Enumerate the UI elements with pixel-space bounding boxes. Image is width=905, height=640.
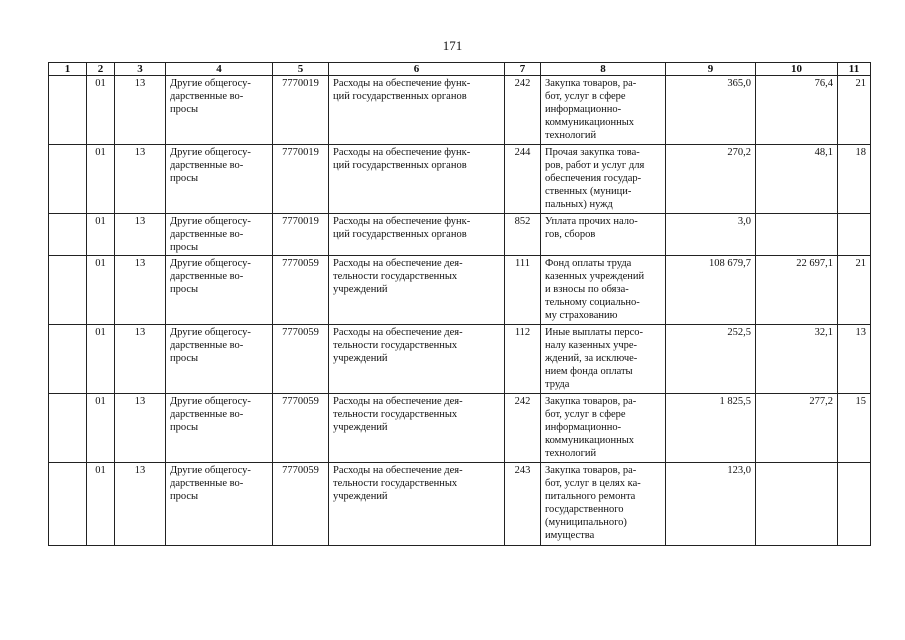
- executed-amount: [756, 76, 838, 145]
- execution-percent-text: 15: [855, 396, 866, 407]
- table-row: [49, 394, 871, 463]
- section-code: [87, 214, 115, 256]
- subsection-name-text: Другие общегосу- дарственные во- просы: [170, 78, 251, 115]
- subsection-code: [115, 214, 166, 256]
- plan-amount: [666, 256, 756, 325]
- table-body: [49, 76, 871, 546]
- section-code: [87, 463, 115, 546]
- executed-amount-text: 277,2: [809, 396, 833, 407]
- expense-type-code-text: 242: [514, 78, 531, 89]
- executed-amount-text: 32,1: [814, 327, 833, 338]
- target-article-name-text: Расходы на обеспечение функ- ций государственных органов: [333, 78, 471, 102]
- target-article: [273, 214, 329, 256]
- execution-percent: [838, 463, 871, 546]
- target-article: [273, 256, 329, 325]
- expense-type-name: [541, 463, 666, 546]
- expense-type-code: [505, 214, 541, 256]
- target-article-text: 7770059: [282, 258, 319, 269]
- column-header-11: 11: [838, 63, 871, 76]
- expense-type-name-text: Прочая закупка това- ров, работ и услуг для обеспечения государ- ственных (муници- пальных) нужд: [545, 147, 645, 210]
- subsection-code: [115, 463, 166, 546]
- subsection-code-text: 13: [134, 216, 146, 227]
- target-article-name-text: Расходы на обеспечение дея- тельности государственных учреждений: [333, 396, 463, 433]
- section-code-text: 01: [95, 258, 106, 269]
- expense-type-name-text: Закупка товаров, ра- бот, услуг в сфере информационно- коммуникационных технологий: [545, 396, 637, 459]
- subsection-name: [166, 463, 273, 546]
- target-article-name-text: Расходы на обеспечение дея- тельности государственных учреждений: [333, 258, 463, 295]
- column-header-1: 1: [49, 63, 87, 76]
- target-article-name: [329, 76, 505, 145]
- target-article-name-text: Расходы на обеспечение функ- ций государственных органов: [333, 216, 471, 240]
- section-code: [87, 394, 115, 463]
- target-article-name: [329, 145, 505, 214]
- cell-col1: [49, 145, 87, 214]
- executed-amount-text: 22 697,1: [796, 258, 833, 269]
- column-header-5: 5: [273, 63, 329, 76]
- section-code-text: 01: [95, 216, 106, 227]
- execution-percent-text: 21: [855, 258, 866, 269]
- execution-percent-text: 13: [855, 327, 866, 338]
- expense-type-code-text: 852: [514, 216, 531, 227]
- subsection-name: [166, 145, 273, 214]
- subsection-code-text: 13: [134, 327, 146, 338]
- plan-amount: [666, 325, 756, 394]
- expense-type-code-text: 111: [515, 258, 530, 269]
- section-code-text: 01: [95, 147, 106, 158]
- target-article-text: 7770059: [282, 465, 319, 476]
- section-code-text: 01: [95, 396, 106, 407]
- target-article-name-text: Расходы на обеспечение функ- ций государственных органов: [333, 147, 471, 171]
- plan-amount-text: 270,2: [727, 147, 751, 158]
- plan-amount-text: 108 679,7: [709, 258, 751, 269]
- subsection-name-text: Другие общегосу- дарственные во- просы: [170, 396, 251, 433]
- expense-type-code-text: 243: [514, 465, 531, 476]
- target-article: [273, 325, 329, 394]
- target-article: [273, 145, 329, 214]
- plan-amount: [666, 145, 756, 214]
- section-code: [87, 76, 115, 145]
- plan-amount: [666, 214, 756, 256]
- executed-amount: [756, 325, 838, 394]
- executed-amount-text: 48,1: [814, 147, 833, 158]
- subsection-code-text: 13: [134, 147, 146, 158]
- execution-percent: [838, 394, 871, 463]
- expense-type-code: [505, 76, 541, 145]
- executed-amount-text: 76,4: [814, 78, 833, 89]
- target-article-text: 7770059: [282, 396, 319, 407]
- subsection-code-text: 13: [134, 258, 146, 269]
- execution-percent: [838, 76, 871, 145]
- subsection-code: [115, 76, 166, 145]
- executed-amount: [756, 214, 838, 256]
- target-article-name-text: Расходы на обеспечение дея- тельности государственных учреждений: [333, 327, 463, 364]
- plan-amount-text: 365,0: [727, 78, 751, 89]
- expense-type-code: [505, 145, 541, 214]
- subsection-name-text: Другие общегосу- дарственные во- просы: [170, 327, 251, 364]
- column-header-8: 8: [541, 63, 666, 76]
- subsection-code-text: 13: [134, 465, 146, 476]
- subsection-name-text: Другие общегосу- дарственные во- просы: [170, 258, 251, 295]
- section-code: [87, 145, 115, 214]
- plan-amount: [666, 463, 756, 546]
- execution-percent: [838, 325, 871, 394]
- column-header-6: 6: [329, 63, 505, 76]
- column-header-4: 4: [166, 63, 273, 76]
- target-article-text: 7770019: [282, 147, 319, 158]
- execution-percent-text: 21: [855, 78, 866, 89]
- expense-type-code-text: 244: [514, 147, 531, 158]
- expense-type-name: [541, 256, 666, 325]
- expense-type-name-text: Закупка товаров, ра- бот, услуг в сфере информационно- коммуникационных технологий: [545, 78, 637, 141]
- plan-amount-text: 123,0: [727, 465, 751, 476]
- table-row: [49, 145, 871, 214]
- subsection-name: [166, 325, 273, 394]
- target-article: [273, 463, 329, 546]
- subsection-code: [115, 256, 166, 325]
- plan-amount-text: 3,0: [737, 216, 751, 227]
- execution-percent: [838, 145, 871, 214]
- section-code-text: 01: [95, 465, 106, 476]
- expense-type-code-text: 242: [514, 396, 531, 407]
- cell-col1: [49, 394, 87, 463]
- section-code: [87, 325, 115, 394]
- expense-type-code-text: 112: [514, 327, 531, 338]
- section-code-text: 01: [95, 327, 106, 338]
- cell-col1: [49, 256, 87, 325]
- header-row: [49, 63, 871, 76]
- target-article: [273, 76, 329, 145]
- subsection-code: [115, 394, 166, 463]
- executed-amount: [756, 145, 838, 214]
- cell-col1: [49, 214, 87, 256]
- plan-amount: [666, 394, 756, 463]
- subsection-name: [166, 394, 273, 463]
- subsection-name: [166, 256, 273, 325]
- target-article: [273, 394, 329, 463]
- expense-type-name: [541, 394, 666, 463]
- cell-col1: [49, 463, 87, 546]
- executed-amount: [756, 463, 838, 546]
- target-article-name: [329, 214, 505, 256]
- subsection-name-text: Другие общегосу- дарственные во- просы: [170, 465, 251, 502]
- table-row: [49, 214, 871, 256]
- cell-col1: [49, 76, 87, 145]
- target-article-text: 7770059: [282, 327, 319, 338]
- column-header-2: 2: [87, 63, 115, 76]
- expense-type-name-text: Уплата прочих нало- гов, сборов: [545, 216, 638, 240]
- budget-table: [48, 62, 871, 546]
- target-article-name: [329, 325, 505, 394]
- expense-type-name: [541, 214, 666, 256]
- expense-type-name: [541, 325, 666, 394]
- expense-type-name: [541, 76, 666, 145]
- plan-amount-text: 252,5: [727, 327, 751, 338]
- column-header-7: 7: [505, 63, 541, 76]
- subsection-name-text: Другие общегосу- дарственные во- просы: [170, 216, 251, 253]
- column-header-3: 3: [115, 63, 166, 76]
- column-header-10: 10: [756, 63, 838, 76]
- expense-type-code: [505, 394, 541, 463]
- page-number: 171: [442, 38, 463, 53]
- plan-amount-text: 1 825,5: [719, 396, 751, 407]
- subsection-name: [166, 76, 273, 145]
- table-row: [49, 256, 871, 325]
- target-article-name: [329, 256, 505, 325]
- execution-percent: [838, 256, 871, 325]
- target-article-text: 7770019: [282, 78, 319, 89]
- expense-type-code: [505, 463, 541, 546]
- plan-amount: [666, 76, 756, 145]
- subsection-name-text: Другие общегосу- дарственные во- просы: [170, 147, 251, 184]
- execution-percent: [838, 214, 871, 256]
- target-article-name: [329, 463, 505, 546]
- section-code-text: 01: [95, 78, 106, 89]
- expense-type-code: [505, 256, 541, 325]
- subsection-code-text: 13: [134, 78, 146, 89]
- table-row: [49, 325, 871, 394]
- subsection-name: [166, 214, 273, 256]
- table-row: [49, 76, 871, 145]
- subsection-code: [115, 145, 166, 214]
- table-row: [49, 463, 871, 546]
- expense-type-name: [541, 145, 666, 214]
- target-article-text: 7770019: [282, 216, 319, 227]
- executed-amount: [756, 256, 838, 325]
- expense-type-code: [505, 325, 541, 394]
- subsection-code: [115, 325, 166, 394]
- expense-type-name-text: Иные выплаты персо- налу казенных учре- ждений, за исключе- нием фонда оплаты труда: [545, 327, 644, 390]
- target-article-name: [329, 394, 505, 463]
- target-article-name-text: Расходы на обеспечение дея- тельности государственных учреждений: [333, 465, 463, 502]
- expense-type-name-text: Фонд оплаты труда казенных учреждений и взносы по обяза- тельному социально- му страхованию: [545, 258, 645, 321]
- executed-amount: [756, 394, 838, 463]
- subsection-code-text: 13: [134, 396, 146, 407]
- expense-type-name-text: Закупка товаров, ра- бот, услуг в целях ка- питального ремонта государственного (муниципального) имущества: [545, 465, 641, 541]
- execution-percent-text: 18: [855, 147, 866, 158]
- section-code: [87, 256, 115, 325]
- cell-col1: [49, 325, 87, 394]
- column-header-9: 9: [666, 63, 756, 76]
